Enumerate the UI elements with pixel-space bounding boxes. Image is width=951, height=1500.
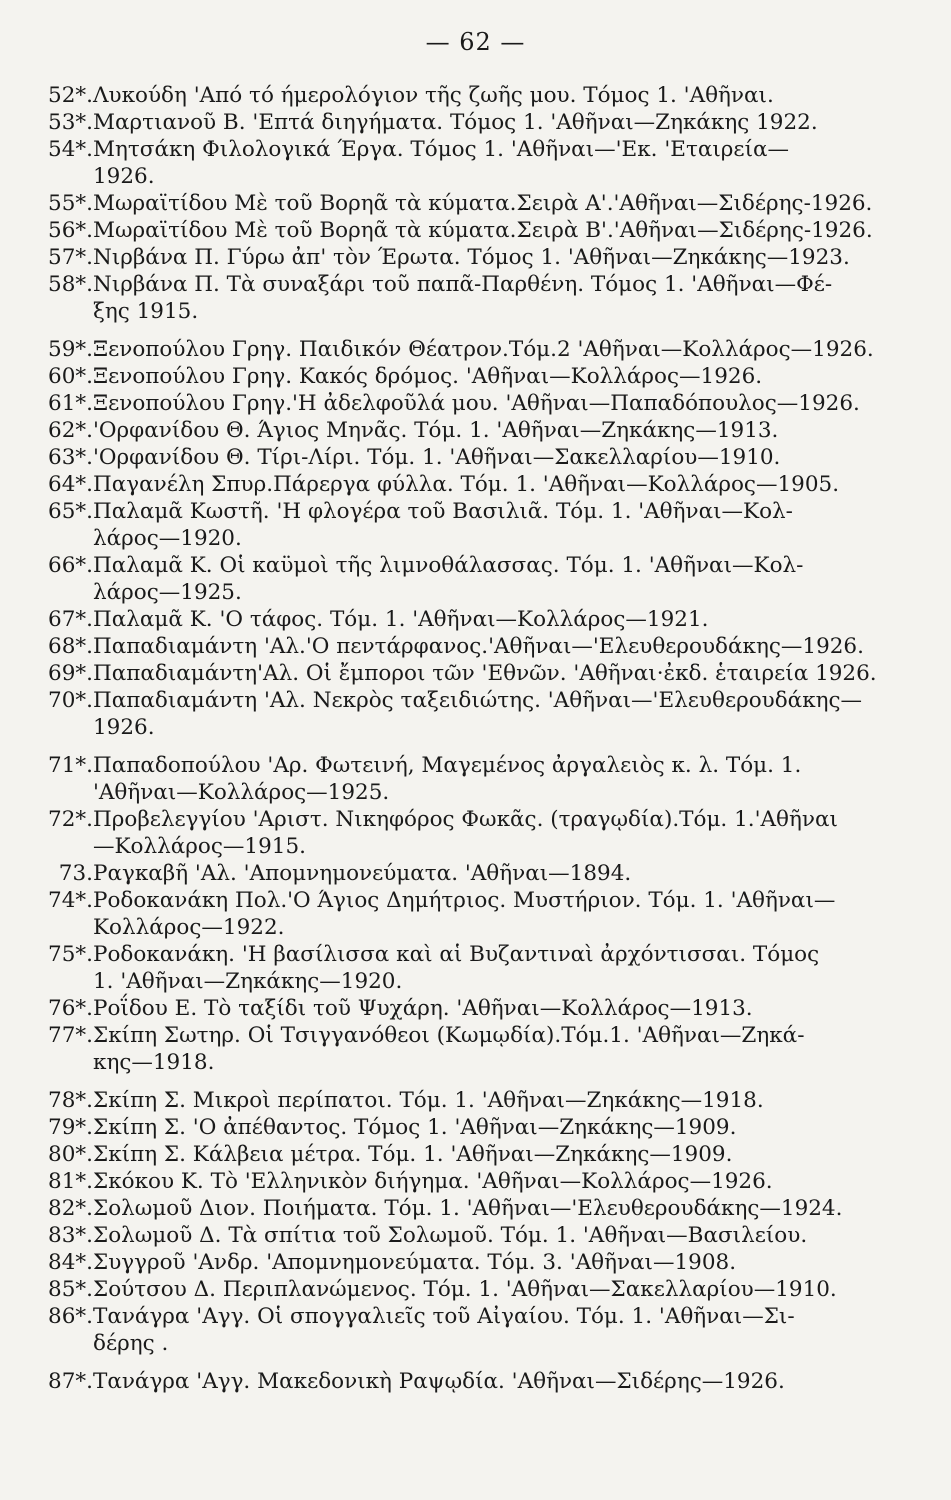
- entry-text: Μητσάκη Φιλολογικά Έργα. Τόμος 1. 'Αθῆναι—'Εκ. 'Εταιρεία—: [93, 137, 790, 162]
- entry-number: 61*.: [48, 391, 93, 416]
- entry-58: [0, 271, 951, 325]
- entry-84: [0, 1249, 951, 1276]
- entry-text: Προβελεγγίου 'Αριστ. Νικηφόρος Φωκᾶς. (τραγῳδία).Τόμ. 1.'Αθῆναι: [93, 807, 838, 832]
- entry-text: Παπαδοπούλου 'Αρ. Φωτεινή, Μαγεμένος ἀργαλειὸς κ. λ. Τόμ. 1.: [93, 753, 802, 778]
- entry-number: 84*.: [48, 1250, 93, 1275]
- entry-number: 69*.: [48, 661, 93, 686]
- entry-57: [0, 244, 951, 271]
- entry-text-continuation: κης—1918.: [93, 1050, 215, 1075]
- entry-number: 64*.: [48, 472, 93, 497]
- entry-number: 77*.: [48, 1023, 93, 1048]
- entry-79: [0, 1114, 951, 1141]
- entry-text: 'Ορφανίδου Θ. Τίρι-Λίρι. Τόμ. 1. 'Αθῆναι—Σακελλαρίου—1910.: [93, 445, 781, 470]
- entry-text: Ξενοπούλου Γρηγ. Παιδικόν Θέατρον.Τόμ.2 'Αθῆναι—Κολλάρος—1926.: [93, 337, 874, 362]
- entry-60: [0, 363, 951, 390]
- entry-56: [0, 217, 951, 244]
- entry-text: Συγγροῦ 'Ανδρ. 'Απομνημονεύματα. Τόμ. 3. 'Αθῆναι—1908.: [93, 1250, 737, 1275]
- entry-text-continuation: λάρος—1925.: [93, 580, 242, 605]
- entry-text: Ροΐδου Ε. Τὸ ταξίδι τοῦ Ψυχάρη. 'Αθῆναι—Κολλάρος—1913.: [93, 996, 753, 1021]
- entry-text-continuation: ξης 1915.: [93, 299, 199, 324]
- entry-number: 80*.: [48, 1142, 93, 1167]
- entry-text: Λυκούδη 'Από τό ήμερολόγιον τῆς ζωῆς μου. Τόμος 1. 'Αθῆναι.: [93, 83, 774, 108]
- entry-text: Τανάγρα 'Αγγ. Μακεδονικὴ Ραψῳδία. 'Αθῆναι—Σιδέρης—1926.: [93, 1369, 785, 1394]
- entry-text: Ξενοπούλου Γρηγ. Κακός δρόμος. 'Αθῆναι—Κολλάρος—1926.: [93, 364, 763, 389]
- entry-85: [0, 1276, 951, 1303]
- entry-70: [0, 687, 951, 741]
- entry-text: Ραγκαβῆ 'Αλ. 'Απομνημονεύματα. 'Αθῆναι—1894.: [93, 861, 632, 886]
- entry-74: [0, 887, 951, 941]
- entry-number: 87*.: [48, 1369, 93, 1394]
- entry-text-continuation: 1926.: [93, 164, 155, 189]
- entry-number: 54*.: [48, 137, 93, 162]
- entry-number: 82*.: [48, 1196, 93, 1221]
- entry-number: 70*.: [48, 688, 93, 713]
- entry-61: [0, 390, 951, 417]
- entry-71: [0, 752, 951, 806]
- entry-59: [0, 336, 951, 363]
- entry-number: 86*.: [48, 1304, 93, 1329]
- entry-67: [0, 606, 951, 633]
- entry-81: [0, 1168, 951, 1195]
- entry-number: 63*.: [48, 445, 93, 470]
- entry-number: 52*.: [48, 83, 93, 108]
- entry-number: 60*.: [48, 364, 93, 389]
- entry-number: 75*.: [48, 942, 93, 967]
- entry-number: 58*.: [48, 272, 93, 297]
- entry-83: [0, 1222, 951, 1249]
- entry-text: 'Ορφανίδου Θ. Άγιος Μηνᾶς. Τόμ. 1. 'Αθῆναι—Ζηκάκης—1913.: [93, 418, 779, 443]
- entry-65: [0, 498, 951, 552]
- entry-text: Σολωμοῦ Δ. Τὰ σπίτια τοῦ Σολωμοῦ. Τόμ. 1. 'Αθῆναι—Βασιλείου.: [93, 1223, 808, 1248]
- entry-73: [0, 860, 951, 887]
- entry-number: 72*.: [48, 807, 93, 832]
- entry-72: [0, 806, 951, 860]
- entry-text: Σκόκου Κ. Τὸ 'Ελληνικὸν διήγημα. 'Αθῆναι—Κολλάρος—1926.: [93, 1169, 773, 1194]
- entry-53: [0, 109, 951, 136]
- entry-76: [0, 995, 951, 1022]
- entry-text: Μωραϊτίδου Μὲ τοῦ Βορηᾶ τὰ κύματα.Σειρὰ Α'.'Αθῆναι—Σιδέρης-1926.: [93, 191, 873, 216]
- entry-number: 76*.: [48, 996, 93, 1021]
- entry-number: 62*.: [48, 418, 93, 443]
- entry-number: 68*.: [48, 634, 93, 659]
- entry-52: [0, 82, 951, 109]
- entry-54: [0, 136, 951, 190]
- entry-number: 57*.: [48, 245, 93, 270]
- entry-text-continuation: Κολλάρος—1922.: [93, 915, 285, 940]
- entry-text: Ροδοκανάκη Πολ.'Ο Άγιος Δημήτριος. Μυστήριον. Τόμ. 1. 'Αθῆναι—: [93, 888, 836, 913]
- entry-text: Παπαδιαμάντη'Αλ. Οἱ ἔμποροι τῶν 'Εθνῶν. 'Αθῆναι·ἐκδ. ἑταιρεία 1926.: [93, 661, 877, 686]
- entry-text-continuation: 1926.: [93, 715, 155, 740]
- entry-66: [0, 552, 951, 606]
- entry-text-continuation: —Κολλάρος—1915.: [93, 834, 306, 859]
- entry-number: 59*.: [48, 337, 93, 362]
- entry-number: 56*.: [48, 218, 93, 243]
- entry-69: [0, 660, 951, 687]
- entry-text-continuation: λάρος—1920.: [93, 526, 242, 551]
- entry-text: Σκίπη Σ. Κάλβεια μέτρα. Τόμ. 1. 'Αθῆναι—Ζηκάκης—1909.: [93, 1142, 733, 1167]
- entry-text: Μαρτιανοῦ Β. 'Επτά διηγήματα. Τόμος 1. 'Αθῆναι—Ζηκάκης 1922.: [93, 110, 818, 135]
- page-number: — 62 —: [425, 28, 526, 56]
- entry-text: Παπαδιαμάντη 'Αλ. Νεκρὸς ταξειδιώτης. 'Αθῆναι—'Ελευθερουδάκης—: [93, 688, 863, 713]
- entry-number: 65*.: [48, 499, 93, 524]
- entry-text-continuation: 1. 'Αθῆναι—Ζηκάκης—1920.: [93, 969, 403, 994]
- entry-78: [0, 1087, 951, 1114]
- entry-text-continuation: 'Αθῆναι—Κολλάρος—1925.: [93, 780, 390, 805]
- entry-number: 85*.: [48, 1277, 93, 1302]
- bibliography-list: [0, 82, 951, 1395]
- entry-text: Ροδοκανάκη. 'Η βασίλισσα καὶ αἱ Βυζαντιναὶ ἀρχόντισσαι. Τόμος: [93, 942, 820, 967]
- entry-text: Σκίπη Σ. Μικροὶ περίπατοι. Τόμ. 1. 'Αθῆναι—Ζηκάκης—1918.: [93, 1088, 764, 1113]
- entry-text: Νιρβάνα Π. Τὰ συναξάρι τοῦ παπᾶ-Παρθένη. Τόμος 1. 'Αθῆναι—Φέ-: [93, 272, 833, 297]
- entry-text: Παλαμᾶ Κ. 'Ο τάφος. Τόμ. 1. 'Αθῆναι—Κολλάρος—1921.: [93, 607, 709, 632]
- entry-text: Παγανέλη Σπυρ.Πάρεργα φύλλα. Τόμ. 1. 'Αθῆναι—Κολλάρος—1905.: [93, 472, 840, 497]
- entry-64: [0, 471, 951, 498]
- entry-55: [0, 190, 951, 217]
- entry-number: 81*.: [48, 1169, 93, 1194]
- entry-number: 67*.: [48, 607, 93, 632]
- entry-text: Ξενοπούλου Γρηγ.'Η ἀδελφοῦλά μου. 'Αθῆναι—Παπαδόπουλος—1926.: [93, 391, 860, 416]
- entry-text: Παλαμᾶ Κωστῆ. 'Η φλογέρα τοῦ Βασιλιᾶ. Τόμ. 1. 'Αθῆναι—Κολ-: [93, 499, 793, 524]
- entry-62: [0, 417, 951, 444]
- entry-text: Σκίπη Σωτηρ. Οἱ Τσιγγανόθεοι (Κωμῳδία).Τόμ.1. 'Αθῆναι—Ζηκά-: [93, 1023, 805, 1048]
- entry-text: Τανάγρα 'Αγγ. Οἱ σπογγαλιεῖς τοῦ Αἰγαίου. Τόμ. 1. 'Αθῆναι—Σι-: [93, 1304, 795, 1329]
- entry-82: [0, 1195, 951, 1222]
- entry-text: Παλαμᾶ Κ. Οἱ καϋμοὶ τῆς λιμνοθάλασσας. Τόμ. 1. 'Αθῆναι—Κολ-: [93, 553, 804, 578]
- entry-text: Νιρβάνα Π. Γύρω ἀπ' τὸν Έρωτα. Τόμος 1. 'Αθῆναι—Ζηκάκης—1923.: [93, 245, 850, 270]
- entry-number: 66*.: [48, 553, 93, 578]
- entry-number: 71*.: [48, 753, 93, 778]
- entry-text: Σολωμοῦ Διον. Ποιήματα. Τόμ. 1. 'Αθῆναι—'Ελευθερουδάκης—1924.: [93, 1196, 843, 1221]
- entry-number: 74*.: [48, 888, 93, 913]
- entry-77: [0, 1022, 951, 1076]
- entry-text-continuation: δέρης .: [93, 1331, 169, 1356]
- entry-number: 73.: [58, 861, 93, 886]
- entry-text: Σκίπη Σ. 'Ο ἀπέθαντος. Τόμος 1. 'Αθῆναι—Ζηκάκης—1909.: [93, 1115, 737, 1140]
- entry-68: [0, 633, 951, 660]
- entry-number: 79*.: [48, 1115, 93, 1140]
- entry-80: [0, 1141, 951, 1168]
- entry-86: [0, 1303, 951, 1357]
- entry-number: 55*.: [48, 191, 93, 216]
- entry-number: 78*.: [48, 1088, 93, 1113]
- entry-75: [0, 941, 951, 995]
- entry-63: [0, 444, 951, 471]
- entry-number: 83*.: [48, 1223, 93, 1248]
- entry-87: [0, 1368, 951, 1395]
- entry-text: Παπαδιαμάντη 'Αλ.'Ο πεντάρφανος.'Αθῆναι—'Ελευθερουδάκης—1926.: [93, 634, 864, 659]
- entry-text: Σούτσου Δ. Περιπλανώμενος. Τόμ. 1. 'Αθῆναι—Σακελλαρίου—1910.: [93, 1277, 837, 1302]
- entry-number: 53*.: [48, 110, 93, 135]
- entry-text: Μωραϊτίδου Μὲ τοῦ Βορηᾶ τὰ κύματα.Σειρὰ Β'.'Αθῆναι—Σιδέρης-1926.: [93, 218, 873, 243]
